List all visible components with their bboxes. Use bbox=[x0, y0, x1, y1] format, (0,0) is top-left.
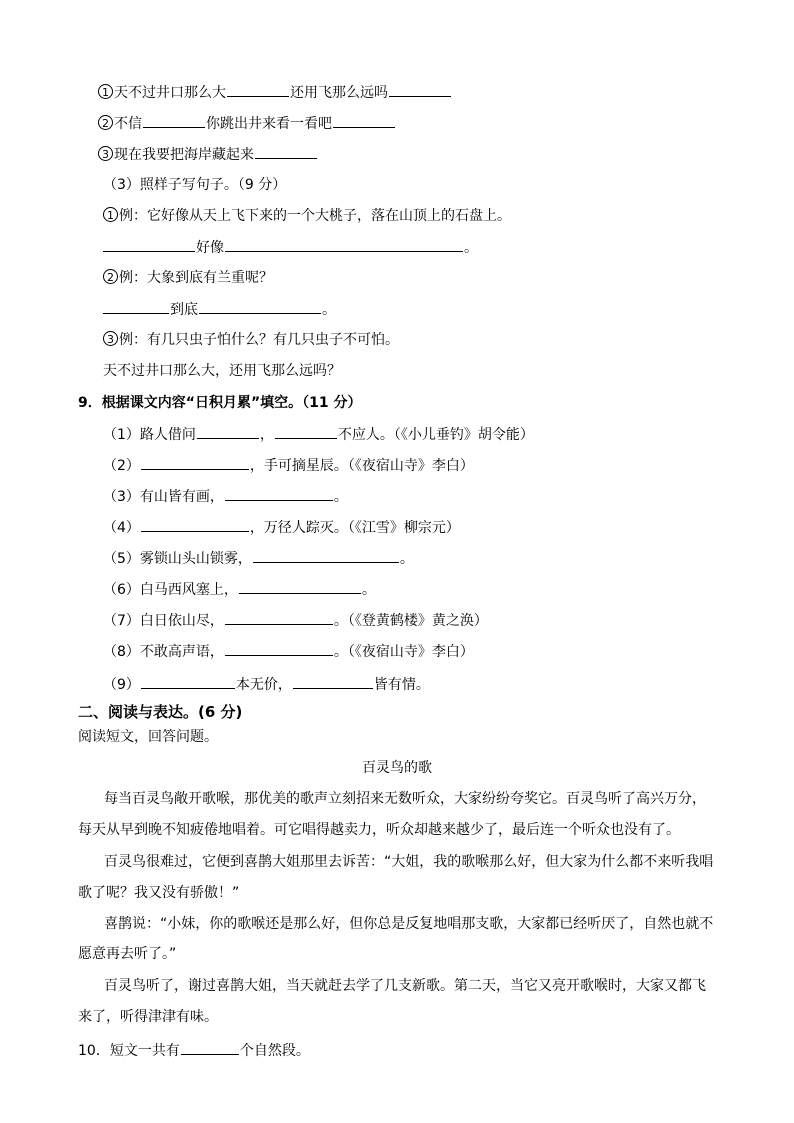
answer-blank[interactable] bbox=[225, 486, 333, 501]
q9-item-9: （9） 本无价， 皆有情。 bbox=[103, 674, 430, 695]
q9-item-2: （2） ，手可摘星辰。（《夜宿山寺》李白） bbox=[103, 455, 474, 476]
story-paragraph-2-line-1: 百灵鸟很难过，它便到喜鹊大姐那里去诉苦：“大姐，我的歌喉那么好，但大家为什么都不来听我唱 bbox=[104, 854, 714, 870]
story-paragraph-3-line-1: 喜鹊说：“小妹，你的歌喉还是那么好，但你总是反复地唱那支歌，大家都已经听厌了，自然也就不 bbox=[104, 916, 714, 932]
story-title: 百灵鸟的歌 bbox=[362, 760, 432, 776]
q10: 10．短文一共有 个自然段。 bbox=[78, 1040, 310, 1061]
answer-blank[interactable] bbox=[333, 113, 395, 128]
q8-ex1: 1 例：它好像从天上飞下来的一个大桃子，落在山顶上的石盘上。 bbox=[103, 206, 511, 226]
story-paragraph-2-line-2: 歌了呢？我又没有骄傲！” bbox=[78, 885, 240, 901]
story-paragraph-1-line-1: 每当百灵鸟敞开歌喉，那优美的歌声立刻招来无数听众，大家纷纷夸奖它。百灵鸟听了高兴万分， bbox=[104, 791, 706, 807]
answer-blank[interactable] bbox=[225, 237, 463, 252]
circled-number: 1 bbox=[98, 84, 113, 99]
q9-heading: 9．根据课文内容“日积月累”填空。（11 分） bbox=[78, 395, 362, 411]
circled-number: 3 bbox=[98, 146, 113, 161]
answer-blank[interactable] bbox=[143, 113, 205, 128]
answer-blank[interactable] bbox=[239, 579, 361, 594]
answer-blank[interactable] bbox=[103, 299, 169, 314]
answer-blank[interactable] bbox=[181, 1040, 239, 1055]
answer-blank[interactable] bbox=[293, 674, 373, 689]
q8-ex3: 3 例：有几只虫子怕什么？有几只虫子不可怕。 bbox=[103, 330, 399, 350]
section-2-heading: 二、阅读与表达。(6 分) bbox=[78, 703, 243, 721]
story-paragraph-4-line-1: 百灵鸟听了，谢过喜鹊大姐，当天就赶去学了几支新歌。第二天，当它又亮开歌喉时，大家又都飞 bbox=[104, 978, 706, 994]
answer-blank[interactable] bbox=[197, 424, 259, 439]
circled-number: 2 bbox=[98, 115, 113, 130]
q9-item-3: （3）有山皆有画， 。 bbox=[103, 486, 348, 507]
answer-blank[interactable] bbox=[389, 82, 451, 97]
q9-item-7: （7）白日依山尽， 。（《登黄鹤楼》黄之涣） bbox=[103, 610, 488, 631]
answer-blank[interactable] bbox=[199, 299, 321, 314]
answer-blank[interactable] bbox=[227, 82, 289, 97]
q8-ex2-fill: 到底 。 bbox=[103, 299, 336, 320]
answer-blank[interactable] bbox=[255, 144, 317, 159]
q9-item-6: （6）白马西风塞上， 。 bbox=[103, 579, 376, 600]
answer-blank[interactable] bbox=[141, 674, 235, 689]
answer-blank[interactable] bbox=[225, 641, 333, 656]
q8-ex1-fill: 好像 。 bbox=[103, 237, 478, 258]
answer-blank[interactable] bbox=[253, 548, 399, 563]
reading-instruction: 阅读短文，回答问题。 bbox=[78, 729, 218, 745]
q8-ex3-answer: 天不过井口那么大，还用飞那么远吗？ bbox=[103, 363, 341, 379]
q8-item-1: 1 天不过井口那么大 还用飞那么远吗 bbox=[98, 82, 452, 103]
story-paragraph-4-line-2: 来了，听得津津有味。 bbox=[78, 1009, 218, 1025]
q8-item-2: 2 不信 你跳出井来看一看吧 bbox=[98, 113, 396, 134]
answer-blank[interactable] bbox=[141, 517, 249, 532]
story-paragraph-3-line-2: 愿意再去听了。” bbox=[78, 946, 177, 962]
circled-number: 1 bbox=[103, 207, 118, 222]
answer-blank[interactable] bbox=[103, 237, 195, 252]
q9-item-5: （5）雾锁山头山锁雾， 。 bbox=[103, 548, 414, 569]
q8-part3-heading: （3）照样子写句子。（9 分） bbox=[103, 177, 287, 193]
q8-item-3: 3 现在我要把海岸藏起来 bbox=[98, 144, 318, 165]
q9-item-4: （4） ，万径人踪灭。（《江雪》柳宗元） bbox=[103, 517, 460, 538]
answer-blank[interactable] bbox=[141, 455, 249, 470]
q9-item-8: （8）不敢高声语， 。（《夜宿山寺》李白） bbox=[103, 641, 474, 662]
q8-ex2: 2 例：大象到底有兰重呢？ bbox=[103, 268, 273, 288]
q9-item-1: （1）路人借问 ， 不应人。（《小儿垂钓》胡令能） bbox=[103, 424, 534, 445]
story-paragraph-1-line-2: 每天从早到晚不知疲倦地唱着。可它唱得越卖力，听众却越来越少了，最后连一个听众也没有了。 bbox=[78, 822, 680, 838]
circled-number: 2 bbox=[103, 269, 118, 284]
answer-blank[interactable] bbox=[225, 610, 333, 625]
answer-blank[interactable] bbox=[275, 424, 337, 439]
circled-number: 3 bbox=[103, 331, 118, 346]
